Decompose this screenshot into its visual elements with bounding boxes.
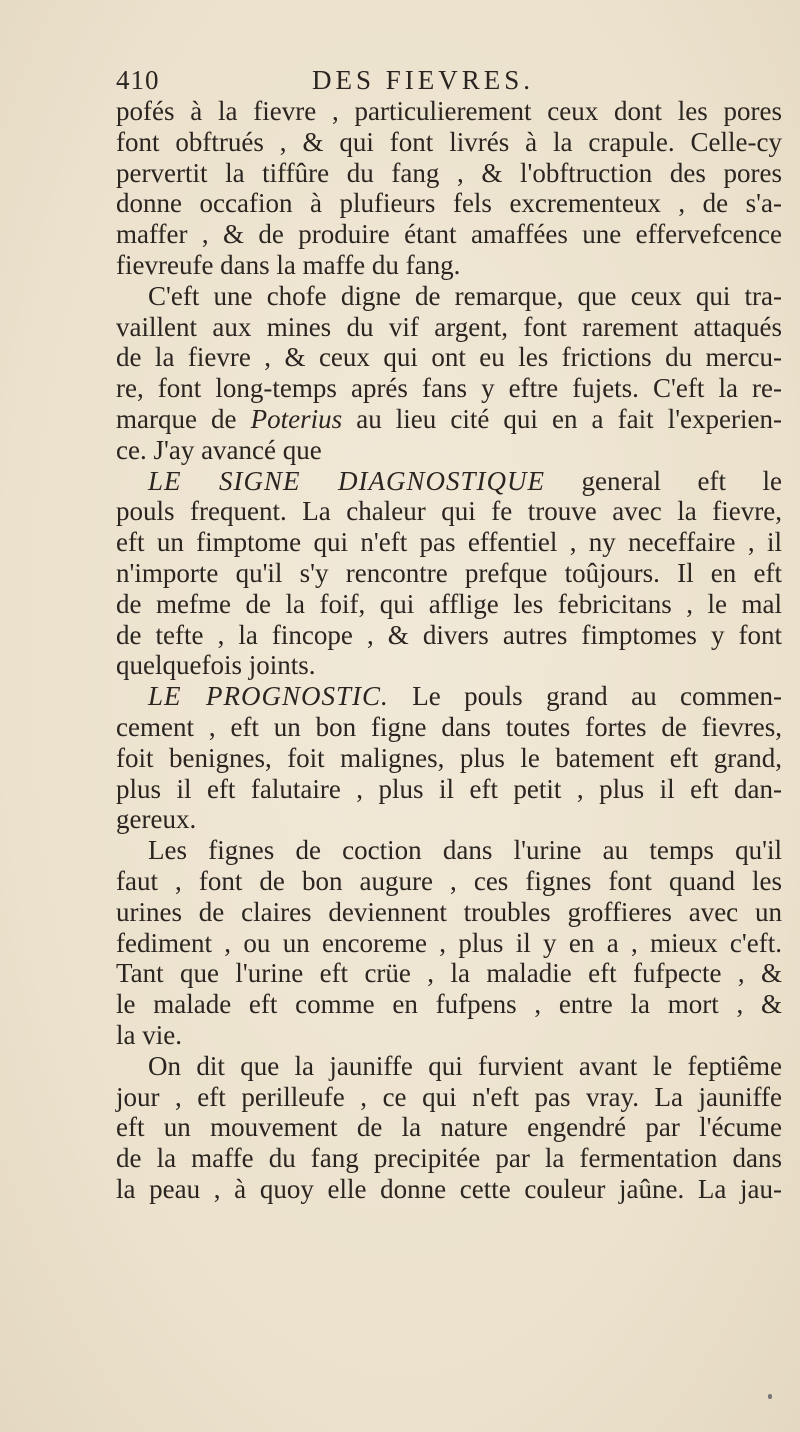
text-line: Les fignes de coction dans l'urine au temps qu'il: [148, 835, 782, 866]
text-line: eft un fimptome qui n'eft pas effentiel , ny neceffaire , il: [116, 527, 782, 558]
text-line: pervertit la tiffûre du fang , & l'obftruction des pores: [116, 157, 782, 188]
page-body: [116, 96, 782, 1205]
text-line: urines de claires deviennent troubles groffieres avec un: [116, 896, 782, 927]
running-title: DES FIEVRES.: [312, 65, 535, 95]
text-line: pofés à la fievre , particulierement ceux dont les pores: [116, 96, 782, 126]
text-line: quelquefois joints.: [116, 650, 316, 681]
text-line: C'eft une chofe digne de remarque, que ceux qui tra-: [148, 280, 782, 311]
text-line: gereux.: [116, 804, 197, 835]
text-line: On dit que la jauniffe qui furvient avant le feptiême: [148, 1050, 782, 1081]
text-line: de la fievre , & ceux qui ont eu les frictions du mercu-: [116, 342, 782, 373]
text-line: LE PROGNOSTIC. Le pouls grand au commen-: [148, 681, 783, 712]
text-line: eft un mouvement de la nature engendré par l'écume: [116, 1112, 782, 1143]
text-line: maffer , & de produire étant amaffées une effervefcence: [116, 219, 782, 250]
text-line: ce. J'ay avancé que: [116, 434, 322, 465]
text-line: Tant que l'urine eft crüe , la maladie eft fufpecte , &: [116, 958, 782, 989]
ink-speck: [768, 1394, 772, 1399]
text-line: cement , eft un bon figne dans toutes fortes de fievres,: [116, 711, 782, 742]
text-line: de mefme de la foif, qui afflige les febricitans , le mal: [116, 588, 782, 619]
text-line: jour , eft perilleufe , ce qui n'eft pas vray. La jauniffe: [116, 1081, 782, 1112]
text-line: le malade eft comme en fufpens , entre la mort , &: [116, 989, 782, 1020]
text-line: n'importe qu'il s'y rencontre prefque toûjours. Il en eft: [116, 557, 782, 588]
text-line: faut , font de bon augure , ces fignes font quand les: [116, 865, 782, 896]
running-header: [116, 60, 776, 100]
page-number: 410: [116, 65, 160, 95]
text-line: la peau , à quoy elle donne cette couleur jaûne. La jau-: [116, 1173, 782, 1204]
text-line: marque de Poterius au lieu cité qui en a fait l'experien-: [116, 403, 782, 434]
text-line: de tefte , la fincope , & divers autres fimptomes y font: [116, 619, 782, 650]
text-line: LE SIGNE DIAGNOSTIQUE general eft le: [148, 465, 782, 496]
text-line: vaillent aux mines du vif argent, font rarement attaqués: [116, 311, 782, 342]
text-line: pouls frequent. La chaleur qui fe trouve avec la fievre,: [116, 496, 782, 527]
text-line: font obftrués , & qui font livrés à la crapule. Celle-cy: [116, 126, 782, 157]
text-line: fediment , ou un encoreme , plus il y en a , mieux c'eft.: [116, 927, 782, 958]
text-line: re, font long-temps aprés fans y eftre fujets. C'eft la re-: [116, 373, 782, 404]
text-line: de la maffe du fang precipitée par la fermentation dans: [116, 1143, 782, 1174]
text-line: plus il eft falutaire , plus il eft petit , plus il eft dan-: [116, 773, 782, 804]
text-line: foit benignes, foit malignes, plus le batement eft grand,: [116, 742, 782, 773]
text-line: la vie.: [116, 1019, 182, 1050]
text-line: fievreufe dans la maffe du fang.: [116, 249, 461, 280]
text-line: donne occafion à plufieurs fels excrementeux , de s'a-: [116, 188, 782, 219]
